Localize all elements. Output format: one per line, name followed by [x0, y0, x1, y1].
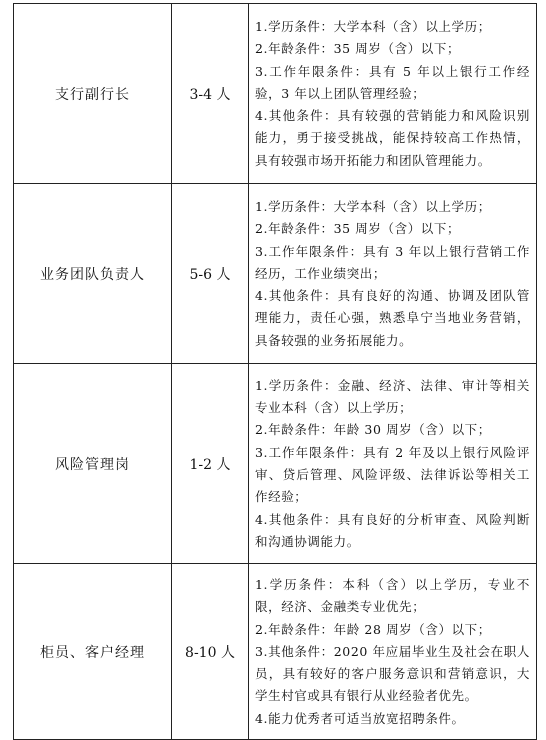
requirement-item: 2.年龄条件：年龄 30 周岁（含）以下；: [255, 422, 491, 438]
requirement-item: 4.其他条件：具有良好的沟通、协调及团队管理能力，责任心强，熟悉阜宁当地业务营销，具备较强的业务拓展能力。: [255, 288, 530, 348]
table-row: [14, 564, 537, 740]
requirement-item: 4.其他条件：具有良好的分析审查、风险判断和沟通协调能力。: [255, 511, 530, 549]
requirement-item: 1.学历条件：大学本科（含）以上学历；: [255, 198, 491, 214]
requirement-item: 4.能力优秀者可适当放宽招聘条件。: [255, 710, 465, 726]
position-cell: 业务团队负责人: [14, 184, 172, 364]
requirements-cell: [249, 564, 537, 740]
table-row: [14, 184, 537, 364]
requirements-cell: [249, 4, 537, 184]
requirement-item: 3.工作年限条件：具有 5 年以上银行工作经验，3 年以上团队管理经验；: [255, 63, 530, 101]
requirement-item: 4.其他条件：具有较强的营销能力和风险识别能力，勇于接受挑战，能保持较高工作热情，具有较强市场开拓能力和团队管理能力。: [255, 108, 530, 168]
table-row: [14, 4, 537, 184]
recruitment-table: [13, 3, 537, 740]
requirement-item: 1.学历条件：本科（含）以上学历，专业不限，经济、金融类专业优先；: [255, 576, 530, 615]
requirements-cell: [249, 184, 537, 364]
position-cell: 支行副行长: [14, 4, 172, 184]
table-row: [14, 364, 537, 564]
requirement-item: 2.年龄条件：35 周岁（含）以下；: [255, 41, 461, 57]
requirement-item: 2.年龄条件：35 周岁（含）以下；: [255, 221, 461, 237]
requirement-item: 3.工作年限条件：具有 2 年及以上银行风险评审、贷后管理、风险评级、法律诉讼等相关工作经验；: [255, 444, 530, 505]
position-cell: 风险管理岗: [14, 364, 172, 564]
requirement-item: 1.学历条件：金融、经济、法律、审计等相关专业本科（含）以上学历；: [255, 377, 530, 416]
requirement-item: 3.其他条件：2020 年应届毕业生及社会在职人员，具有较好的客户服务意识和营销意识，大学生村官或具有银行从业经验者优先。: [255, 643, 530, 704]
requirement-item: 1.学历条件：大学本科（含）以上学历；: [255, 18, 491, 34]
headcount-cell: 3-4 人: [172, 4, 249, 184]
headcount-cell: 5-6 人: [172, 184, 249, 364]
requirements-cell: [249, 364, 537, 564]
headcount-cell: 1-2 人: [172, 364, 249, 564]
requirement-item: 2.年龄条件：年龄 28 周岁（含）以下；: [255, 621, 491, 637]
headcount-cell: 8-10 人: [172, 564, 249, 740]
position-cell: 柜员、客户经理: [14, 564, 172, 740]
requirement-item: 3.工作年限条件：具有 3 年以上银行营销工作经历，工作业绩突出；: [255, 243, 530, 281]
